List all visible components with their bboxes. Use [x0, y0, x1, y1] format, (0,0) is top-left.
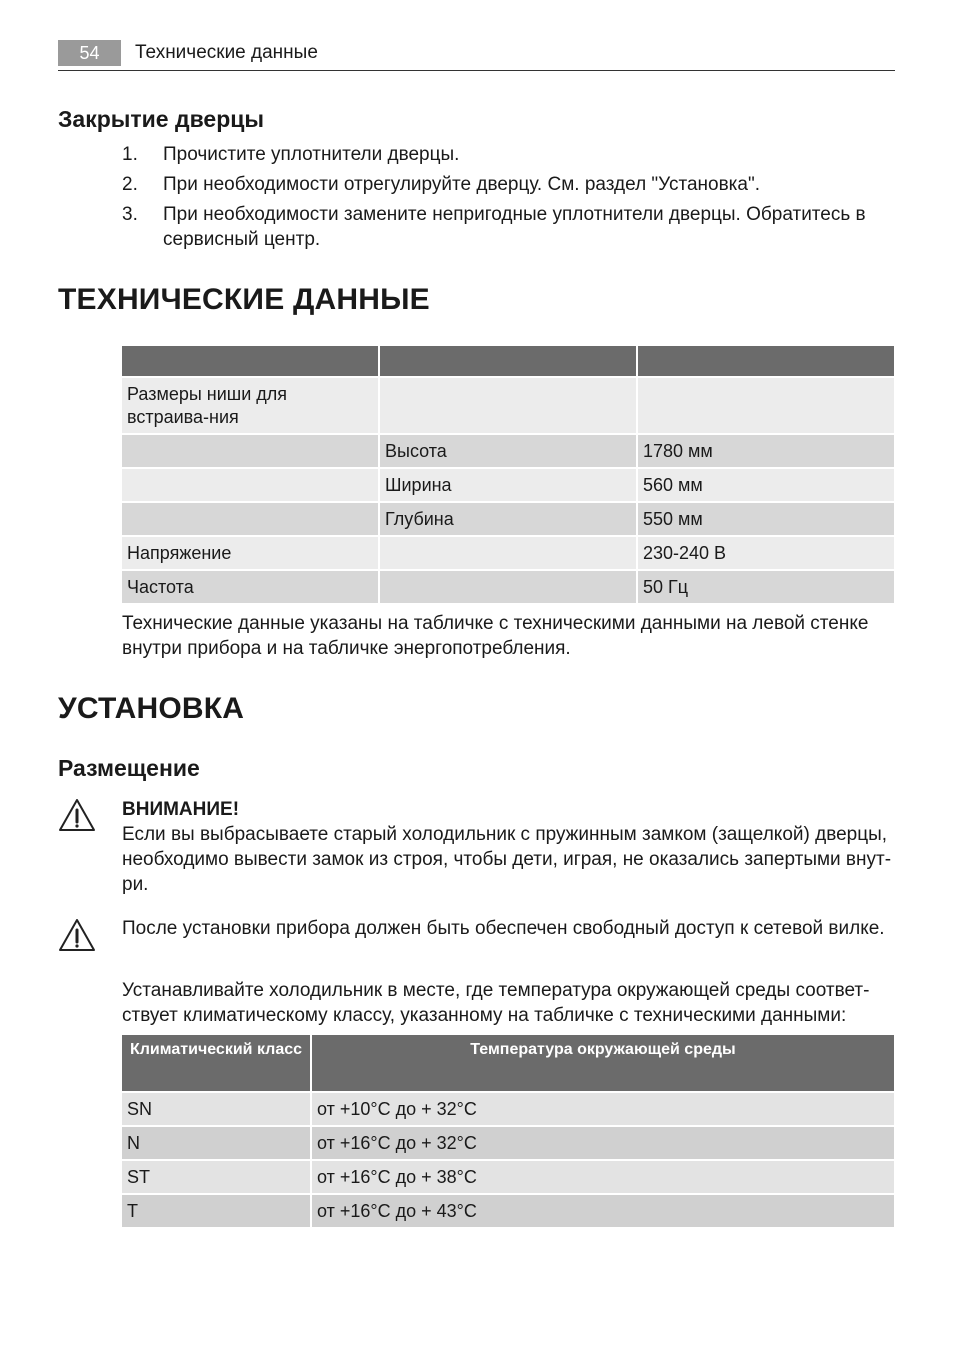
warning-title: ВНИМАНИЕ!: [122, 799, 240, 820]
table-cell: Глубина: [380, 503, 638, 537]
table-cell: T: [122, 1195, 312, 1229]
table-cell: N: [122, 1127, 312, 1161]
table-header-cell: [122, 346, 380, 378]
tech-data-note: Технические данные указаны на табличке с техническими данными на левой стенке внутри прибора и на табличке энергопотребления.: [122, 613, 869, 659]
tech-data-heading: ТЕХНИЧЕСКИЕ ДАННЫЕ: [58, 283, 430, 316]
table-row: [122, 503, 894, 537]
table-row: [122, 1127, 894, 1161]
table-cell: Размеры ниши для встраива-ния: [122, 378, 380, 435]
table-cell: Ширина: [380, 469, 638, 503]
table-cell: 560 мм: [638, 469, 894, 503]
warning-text: Если вы выбрасываете старый холодильник с пружинным замком (защелкой) дверцы, необходимо вывести замок из строя, чтобы дети, играя, не оказались запертыми внут-ри.: [122, 824, 892, 895]
header-divider: [58, 70, 895, 71]
table-cell: Частота: [122, 571, 380, 605]
table-cell: Высота: [380, 435, 638, 469]
table-cell: [122, 469, 380, 503]
list-number: 2.: [122, 174, 138, 195]
climate-class-table: [122, 1035, 894, 1229]
table-cell: [380, 571, 638, 605]
table-cell: от +16°C до + 32°C: [312, 1127, 894, 1161]
list-item: [122, 142, 892, 168]
list-text: При необходимости отрегулируйте дверцу. См. раздел "Установка".: [163, 174, 761, 195]
table-row: [122, 1093, 894, 1127]
table-cell: 50 Гц: [638, 571, 894, 605]
table-row: [122, 571, 894, 605]
list-number: 3.: [122, 204, 138, 225]
table-row: [122, 1195, 894, 1229]
table-cell: 230-240 В: [638, 537, 894, 571]
table-row: [122, 537, 894, 571]
table-cell: ST: [122, 1161, 312, 1195]
table-cell: [122, 503, 380, 537]
table-row: [122, 1161, 894, 1195]
table-header-cell: [638, 346, 894, 378]
list-item: [122, 172, 892, 198]
table-header-row: [122, 1035, 894, 1093]
table-cell: [380, 537, 638, 571]
list-text: При необходимости замените непригодные уплотнители дверцы. Обратитесь в сервисный центр.: [163, 204, 866, 250]
table-cell: [638, 378, 894, 435]
warning-triangle-icon: [57, 917, 97, 953]
placement-heading: Размещение: [58, 755, 200, 781]
table-row: [122, 435, 894, 469]
list-item: [122, 202, 892, 254]
table-cell: SN: [122, 1093, 312, 1127]
table-cell: от +16°C до + 38°C: [312, 1161, 894, 1195]
list-text: Прочистите уплотнители дверцы.: [163, 144, 460, 165]
warning-triangle-icon: [57, 797, 97, 833]
tech-data-table: [122, 346, 894, 605]
list-number: 1.: [122, 144, 138, 165]
table-row: [122, 469, 894, 503]
table-cell: [122, 435, 380, 469]
table-row: [122, 378, 894, 435]
table-cell: [380, 378, 638, 435]
table-cell: 1780 мм: [638, 435, 894, 469]
table-cell: от +10°C до + 32°C: [312, 1093, 894, 1127]
table-cell: 550 мм: [638, 503, 894, 537]
caution-text: После установки прибора должен быть обеспечен свободный доступ к сетевой вилке.: [122, 918, 885, 939]
table-header-row: [122, 346, 894, 378]
table-cell: от +16°C до + 43°C: [312, 1195, 894, 1229]
door-closing-heading: Закрытие дверцы: [58, 106, 265, 132]
climate-intro: Устанавливайте холодильник в месте, где температура окружающей среды соответ-ствует климатическому классу, указанному на табличке с техническими данными:: [122, 980, 870, 1026]
table-header-cell: [380, 346, 638, 378]
installation-heading: УСТАНОВКА: [58, 692, 245, 725]
table-header-cell: Климатический класс: [122, 1035, 312, 1093]
page-number: 54: [58, 40, 121, 66]
table-header-cell: Температура окружающей среды: [312, 1035, 894, 1093]
running-header-title: Технические данные: [135, 42, 318, 63]
table-cell: Напряжение: [122, 537, 380, 571]
